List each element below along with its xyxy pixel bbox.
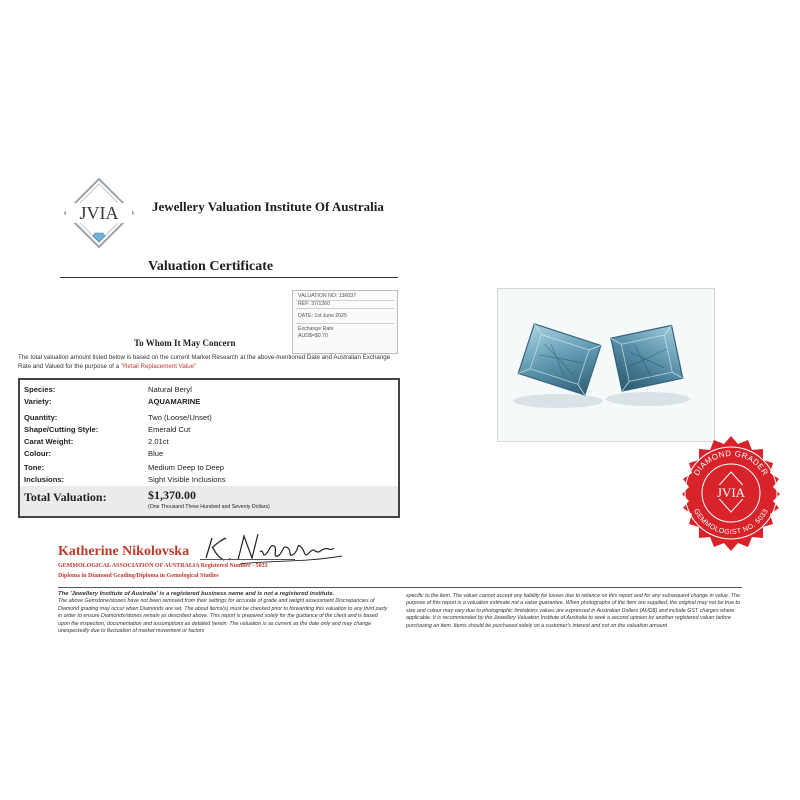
disclaimer-left bbox=[58, 591, 388, 635]
jvia-logo bbox=[62, 176, 136, 250]
gem-details-table bbox=[18, 378, 400, 518]
reference-box bbox=[292, 290, 398, 354]
diploma-qualification: Diploma in Diamond Grading/Diploma in Gemological Studies bbox=[58, 573, 219, 579]
valuation-number: VALUATION NO: 136037 bbox=[298, 293, 357, 299]
reference-number: REF: 37/1360 bbox=[298, 301, 331, 307]
gemstone-photo bbox=[497, 288, 715, 442]
disclaimer-lead: The 'Jewellery Institute of Australia' is a registered business name and is not a registered institute. bbox=[58, 591, 335, 597]
label-tone: Tone: bbox=[24, 463, 45, 472]
value-quantity: Two (Loose/Unset) bbox=[148, 413, 212, 422]
institute-name: Jewellery Valuation Institute Of Australia bbox=[152, 199, 384, 214]
value-species: Natural Beryl bbox=[148, 385, 192, 394]
diamond-grader-seal bbox=[672, 434, 790, 552]
salutation: To Whom It May Concern bbox=[134, 338, 236, 348]
value-colour: Blue bbox=[148, 449, 164, 458]
total-valuation-words: (One Thousand Three Hundred and Seventy Dollars) bbox=[148, 504, 270, 510]
title-divider bbox=[60, 277, 398, 278]
seal-top-text: DIAMOND GRADER bbox=[691, 448, 771, 478]
value-tone: Medium Deep to Deep bbox=[148, 463, 224, 472]
label-carat-weight: Carat Weight: bbox=[24, 437, 74, 446]
certificate-title: Valuation Certificate bbox=[148, 259, 274, 274]
intro-highlight: "Retail Replacement Value" bbox=[120, 363, 197, 370]
intro-body: The total valuation amount listed below is based on the current Market Research at the above-mentioned Date and Australian Exchange Rate and Valued for the purpose of a bbox=[18, 354, 391, 370]
association-registration: GEMMOLOGICAL ASSOCIATION OF AUSTRALIA Registered Number - 5033 bbox=[58, 563, 268, 569]
ref-separator bbox=[296, 308, 394, 309]
label-species: Species: bbox=[24, 385, 56, 394]
exchange-rate-value: AUD$=$0.70 bbox=[298, 333, 328, 339]
ref-separator bbox=[296, 323, 394, 324]
seal-center-text: JVIA bbox=[716, 485, 746, 500]
intro-text bbox=[18, 353, 400, 371]
label-shape: Shape/Cutting Style: bbox=[24, 425, 99, 434]
footer-divider bbox=[58, 587, 742, 588]
exchange-rate-label: Exchange Rate bbox=[298, 326, 334, 332]
value-variety: AQUAMARINE bbox=[148, 397, 201, 406]
logo-text: JVIA bbox=[79, 203, 119, 223]
label-inclusions: Inclusions: bbox=[24, 475, 65, 484]
valuation-date: DATE: 1st June 2025 bbox=[298, 313, 347, 319]
signer-name: Katherine Nikolovska bbox=[58, 544, 190, 559]
value-inclusions: Sight Visible Inclusions bbox=[148, 475, 226, 484]
total-valuation-label: Total Valuation: bbox=[24, 490, 107, 504]
disclaimer-right: specific to the item. The valuer cannot accept any liability for losses due to reliance on this report and for any subsequent change in value. The purpose of this report is a valuation estimate not a value guarantee. When photographs of the item are supplied, the original may not be true to size and colour may vary due to photographic limitations values are expressed in Australian Dollars (AUD$) and include GST charges where applicable. It is recommended by the Jewellery Valuation Institute of Australia to seek a second opinion by another registered valuer before purchasing an item. Items should be purchased solely on a customer's interest and not on the valuation amount. bbox=[406, 593, 740, 629]
disclaimer-left-body: The above Gemstone/stones have not been removed from their settings for accurate of grade and weight assessment Discrepancies of Diamond grading may occur when Diamonds are set. The about items(s) must be checked prior to forwarding this valuation to any third party in order to ensure Diamonds/stones remain as described above. This report is prepared solely for the guidance of the client and is based upon the inspection, documentation and assumptions as detailed herein. The valuation is as current as the date only and may change unexpectedly due to fluctuation of market movement or factors bbox=[58, 598, 388, 635]
value-shape: Emerald Cut bbox=[148, 425, 191, 434]
value-carat-weight: 2.01ct bbox=[148, 437, 169, 446]
seal-bottom-text: GEMMOLOGIST NO. 5033 bbox=[691, 507, 770, 537]
signature-line bbox=[200, 559, 295, 560]
label-variety: Variety: bbox=[24, 397, 52, 406]
aquamarine-stones-image bbox=[498, 289, 714, 441]
label-colour: Colour: bbox=[24, 449, 51, 458]
label-quantity: Quantity: bbox=[24, 413, 58, 422]
total-valuation-amount: $1,370.00 bbox=[148, 488, 196, 502]
